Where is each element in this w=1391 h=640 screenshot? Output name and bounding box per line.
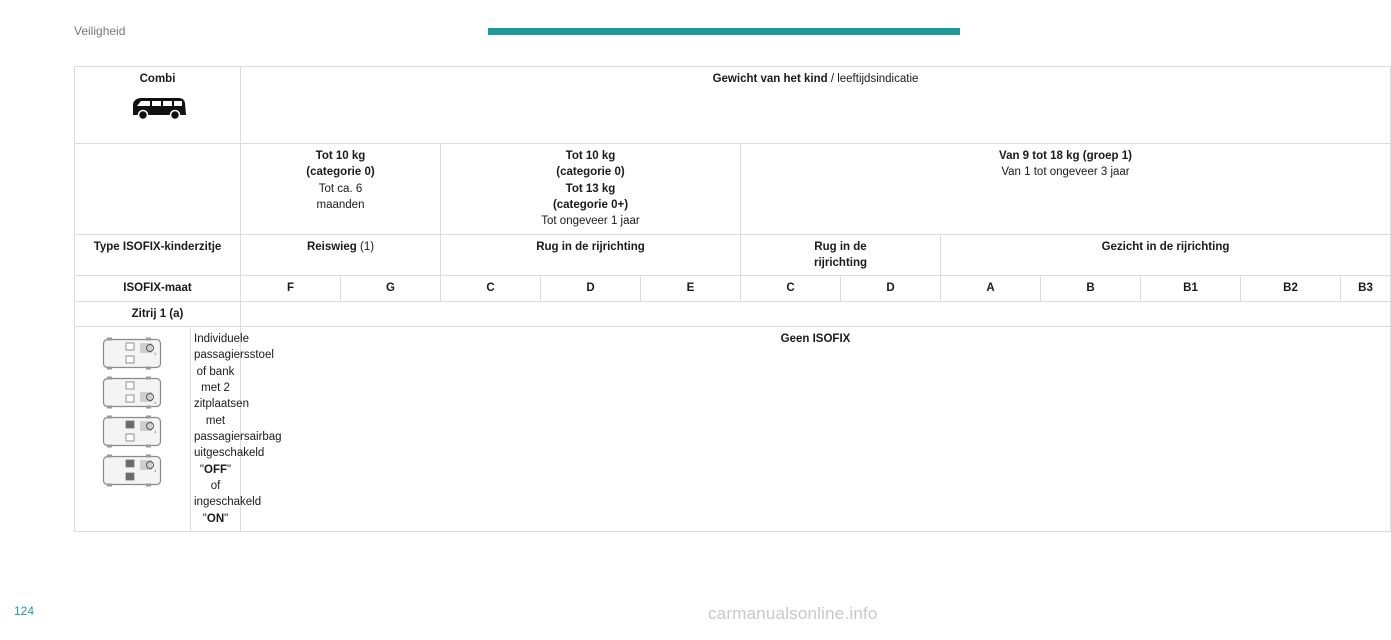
weight-group-line: Tot 13 kg: [565, 182, 616, 195]
weight-group-line: maanden: [316, 198, 365, 211]
seat-type-label: Type ISOFIX-kinderzitje: [75, 234, 241, 276]
seat-diagrams-cell: [75, 326, 191, 531]
seat-type-reiswieg: [241, 234, 441, 276]
weight-group-cell: [441, 144, 741, 235]
weight-group-line: Van 1 tot ongeveer 3 jaar: [1001, 166, 1130, 179]
vehicle-seat-layout-icon: [102, 376, 164, 409]
weight-group-line: (categorie 0): [306, 166, 375, 179]
vehicle-seat-layout-icon: [102, 415, 164, 448]
svg-text:1: 1: [153, 350, 156, 356]
seat-type-rug-rijrichting: Rug in de rijrichting: [441, 234, 741, 276]
header-accent-bar: [488, 28, 960, 35]
size-cell: B3: [1341, 276, 1391, 301]
size-cell: B1: [1141, 276, 1241, 301]
weight-group-line: Tot ongeveer 1 jaar: [541, 215, 640, 228]
rug-rijrichting-line1: Rug in de: [814, 240, 867, 253]
seat-description-line: uitgeschakeld: [194, 447, 265, 460]
table-row: [75, 234, 1391, 276]
off-close: " of: [210, 463, 232, 492]
size-cell: D: [541, 276, 641, 301]
size-cell: F: [241, 276, 341, 301]
seat-description-line: of bank met 2: [196, 365, 235, 394]
svg-text:1: 1: [153, 399, 156, 405]
weight-header-rest: / leeftijdsindicatie: [827, 73, 919, 85]
weight-group-line: Van 9 tot 18 kg (groep 1): [999, 150, 1132, 162]
size-cell: D: [841, 276, 941, 301]
seat-description-line: passagiersairbag: [194, 430, 282, 443]
page-number: 124: [14, 604, 35, 618]
rug-rijrichting-line2: rijrichting: [813, 256, 868, 269]
size-cell: G: [341, 276, 441, 301]
vehicle-cell: [75, 67, 241, 144]
seat-type-rug-rijrichting-2: [741, 234, 941, 276]
weight-group-0: [244, 148, 437, 213]
weight-header-cell: [241, 67, 1391, 144]
reiswieg-label: Reiswieg: [306, 240, 357, 253]
svg-text:1: 1: [153, 467, 156, 473]
seat-diagram-list: [78, 337, 187, 487]
size-cell: B2: [1241, 276, 1341, 301]
table-row: [75, 326, 1391, 531]
size-label: ISOFIX-maat: [75, 276, 241, 301]
size-cell: C: [741, 276, 841, 301]
seat-description-cell: [191, 326, 282, 531]
airbag-off-line: [194, 462, 237, 495]
seat-description-line: Individuele: [194, 332, 249, 345]
empty-cell: [75, 144, 241, 235]
svg-text:1: 1: [153, 428, 156, 434]
seat-description-line: passagiersstoel: [194, 349, 274, 362]
size-cell: E: [641, 276, 741, 301]
seat-type-gezicht-rijrichting: Gezicht in de rijrichting: [941, 234, 1391, 276]
vehicle-seat-layout-icon: [102, 454, 164, 487]
reiswieg-note: (1): [356, 240, 375, 253]
row-label: Zitrij 1 (a): [75, 301, 241, 326]
weight-header-bold: Gewicht van het kind: [712, 73, 828, 85]
quote: ": [199, 463, 204, 476]
airbag-on-line: [194, 494, 262, 527]
weight-group-line: Tot ca. 6: [318, 182, 363, 195]
airbag-on-value: ON: [206, 512, 225, 525]
weight-group-line: (categorie 0): [556, 166, 625, 179]
on-close: ": [224, 512, 229, 525]
car-icon: [129, 95, 187, 121]
weight-group-line: Tot 10 kg: [565, 150, 616, 162]
weight-group-line: (categorie 0+): [552, 198, 629, 211]
size-cell: C: [441, 276, 541, 301]
table-row: [75, 67, 1391, 144]
on-prefix: ingeschakeld ": [194, 496, 262, 525]
weight-group-cell: [241, 144, 441, 235]
weight-group-2: [744, 148, 1387, 181]
table-row: [75, 144, 1391, 235]
weight-group-cell: [741, 144, 1391, 235]
empty-cell: [241, 301, 1391, 326]
vehicle-label: Combi: [139, 73, 176, 85]
weight-group-line: Tot 10 kg: [315, 150, 366, 162]
weight-group-1: [444, 148, 737, 230]
seat-description-line: zitplaatsen met: [194, 398, 249, 427]
watermark: carmanualsonline.info: [708, 604, 878, 623]
no-isofix-cell: Geen ISOFIX: [241, 326, 1391, 531]
section-label: Veiligheid: [74, 24, 126, 38]
airbag-off-value: OFF: [204, 463, 227, 476]
table-row: [75, 276, 1391, 301]
size-cell: A: [941, 276, 1041, 301]
vehicle-seat-layout-icon: [102, 337, 164, 370]
isofix-table: [74, 66, 1391, 532]
size-cell: B: [1041, 276, 1141, 301]
table-row: [75, 301, 1391, 326]
